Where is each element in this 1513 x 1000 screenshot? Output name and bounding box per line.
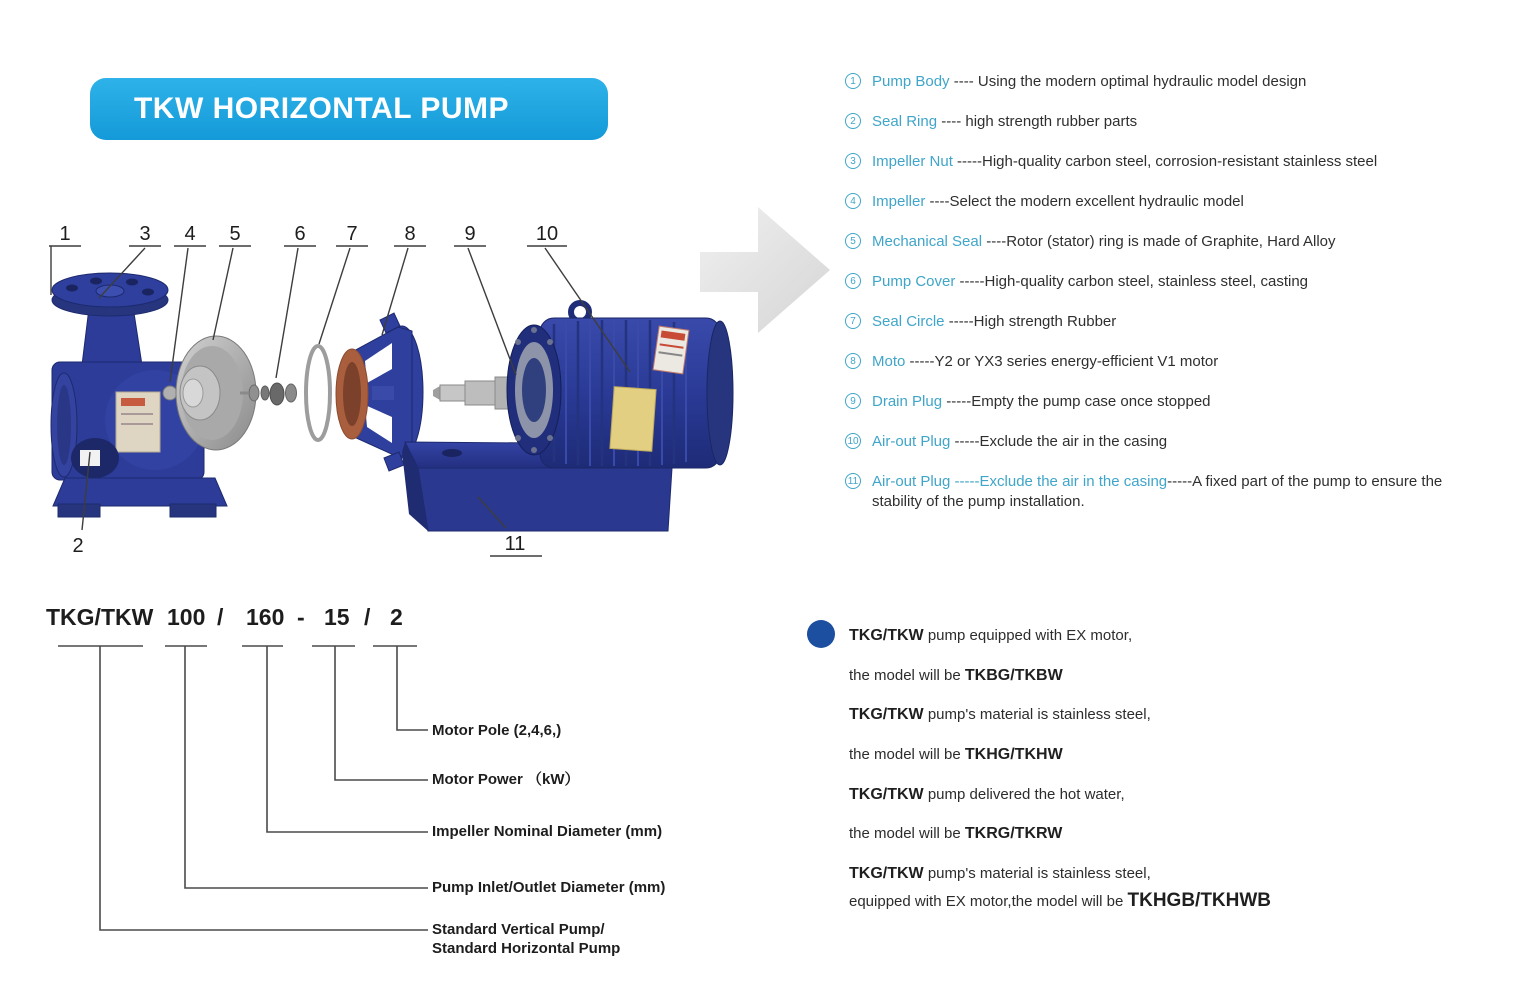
part-name: Mechanical Seal (872, 233, 983, 250)
part-item-6 (845, 272, 1479, 292)
part-item-4 (845, 192, 1479, 212)
page-title: TKW HORIZONTAL PUMP (133, 92, 510, 125)
part-desc: ----Rotor (stator) ring is made of Graphite, Hard Alloy (982, 233, 1336, 250)
label-impeller-diameter: Impeller Nominal Diameter (mm) (432, 823, 663, 840)
part-name: Impeller (872, 193, 926, 210)
model-code-separator: / (364, 604, 371, 630)
part-number-badge: 1 (845, 73, 861, 89)
label-pump-type (432, 920, 620, 958)
note-model-code: TKRG/TKRW (964, 825, 1063, 842)
part-desc: -----High-quality carbon steel, stainless steel, casting (955, 273, 1309, 290)
note-line-4 (849, 746, 1063, 764)
part-name: Air-out Plug (872, 433, 951, 450)
label-inlet-outlet-diameter: Pump Inlet/Outlet Diameter (mm) (432, 879, 666, 896)
note-line-1 (849, 627, 1132, 645)
note-text: the model will be (849, 746, 965, 763)
model-code-separator: - (297, 604, 305, 630)
part-item-5 (845, 232, 1479, 252)
note-line-6 (849, 825, 1062, 843)
note-line-5 (849, 786, 1125, 804)
part-item-2 (845, 112, 1479, 132)
note-model-prefix: TKG/TKW (849, 786, 924, 803)
model-code-token-inlet: 100 (167, 604, 206, 630)
model-code-token-power: 15 (324, 604, 350, 630)
note-text: equipped with EX motor,the model will be (849, 893, 1128, 910)
part-item-8 (845, 352, 1479, 372)
note-model-code: TKHG/TKHW (964, 746, 1063, 763)
callout-9: 9 (464, 223, 476, 245)
callout-3: 3 (139, 223, 151, 245)
callout-1: 1 (59, 223, 71, 245)
part-number-badge: 10 (845, 433, 861, 449)
part-item-11 (845, 472, 1479, 512)
note-model-code: TKHGB/TKHWB (1127, 890, 1272, 911)
part-number-badge: 7 (845, 313, 861, 329)
part-desc: -----A fixed part of the pump to ensure the stability of the pump installation. (872, 473, 1443, 510)
note-text: the model will be (849, 825, 965, 842)
callout-5: 5 (229, 223, 241, 245)
part-number-badge: 5 (845, 233, 861, 249)
callout-4: 4 (184, 223, 196, 245)
callout-8: 8 (404, 223, 416, 245)
part-desc: ----Select the modern excellent hydraulic model (925, 193, 1244, 210)
part-number-badge: 4 (845, 193, 861, 209)
part-number-badge: 3 (845, 153, 861, 169)
label-motor-power: Motor Power （kW） (432, 771, 580, 788)
note-text: pump delivered the hot water, (923, 786, 1125, 803)
part-name: Seal Circle (872, 313, 945, 330)
part-name: Impeller Nut (872, 153, 953, 170)
model-code-separator: / (217, 604, 224, 630)
part-name: Drain Plug (872, 393, 943, 410)
callout-2: 2 (72, 535, 84, 557)
part-desc: -----High-quality carbon steel, corrosion-resistant stainless steel (952, 153, 1378, 170)
label-motor-pole: Motor Pole (2,4,6,) (432, 722, 562, 739)
note-line-3 (849, 706, 1151, 724)
part-number-badge: 2 (845, 113, 861, 129)
pump-exploded-diagram (20, 200, 840, 580)
title-banner (90, 78, 608, 140)
part-name: Pump Cover (872, 273, 956, 290)
part-desc: ---- Using the modern optimal hydraulic model design (949, 73, 1307, 90)
part-desc: -----Exclude the air in the casing (950, 433, 1168, 450)
part-item-10 (845, 432, 1479, 452)
part-number-badge: 11 (845, 473, 861, 489)
callout-7: 7 (346, 223, 358, 245)
note-line-8 (849, 890, 1271, 912)
note-text: pump's material is stainless steel, (923, 706, 1151, 723)
parts-list (845, 72, 1479, 532)
part-name: Air-out Plug -----Exclude the air in the casing (872, 473, 1168, 490)
model-code-token-series: TKG/TKW (46, 604, 154, 630)
note-text: the model will be (849, 667, 965, 684)
label-pump-type-line2: Standard Horizontal Pump (432, 940, 621, 957)
note-line-7 (849, 865, 1151, 883)
part-item-7 (845, 312, 1479, 332)
note-model-prefix: TKG/TKW (849, 627, 924, 644)
part-desc: -----High strength Rubber (944, 313, 1117, 330)
part-name: Seal Ring (872, 113, 938, 130)
part-item-3 (845, 152, 1479, 172)
note-model-code: TKBG/TKBW (964, 667, 1063, 684)
note-model-prefix: TKG/TKW (849, 706, 924, 723)
seal-circle-part (306, 346, 330, 440)
note-text: pump's material is stainless steel, (923, 865, 1151, 882)
note-text: pump equipped with EX motor, (923, 627, 1133, 644)
bullet-icon (807, 620, 835, 648)
part-number-badge: 9 (845, 393, 861, 409)
part-name: Moto (872, 353, 906, 370)
part-number-badge: 6 (845, 273, 861, 289)
label-pump-type-line1: Standard Vertical Pump/ (432, 921, 605, 938)
arrow-right-icon (700, 207, 830, 333)
part-desc: ---- high strength rubber parts (937, 113, 1138, 130)
part-number-badge: 8 (845, 353, 861, 369)
callout-10: 10 (535, 223, 559, 245)
part-item-1 (845, 72, 1479, 92)
callout-11: 11 (504, 533, 526, 555)
part-item-9 (845, 392, 1479, 412)
model-code-token-pole: 2 (390, 604, 403, 630)
callout-6: 6 (294, 223, 306, 245)
part-name: Pump Body (872, 73, 950, 90)
part-desc: -----Empty the pump case once stopped (942, 393, 1211, 410)
model-code-token-impeller: 160 (246, 604, 285, 630)
part-desc: -----Y2 or YX3 series energy-efficient V1 motor (905, 353, 1219, 370)
note-model-prefix: TKG/TKW (849, 865, 924, 882)
note-line-2 (849, 667, 1063, 685)
